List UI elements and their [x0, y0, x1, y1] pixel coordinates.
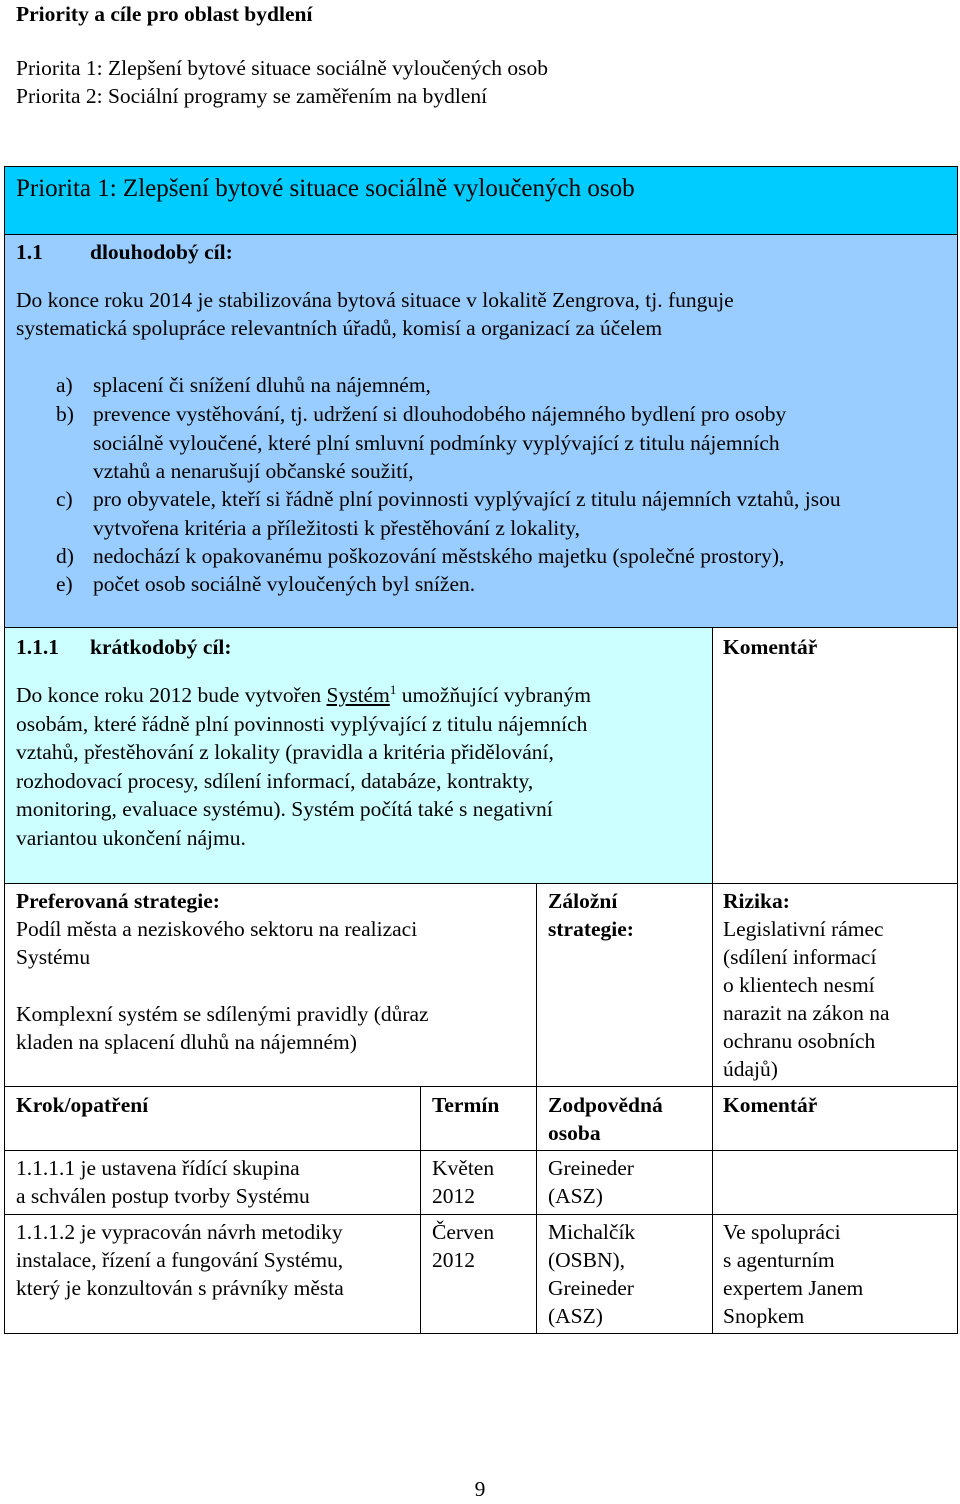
- step-2-comment: [712, 1214, 957, 1333]
- shortterm-comment-cell: [712, 627, 957, 883]
- item-text: počet osob sociálně vyloučených byl snížen.: [93, 572, 476, 596]
- comment-column-header: Komentář: [723, 1093, 818, 1117]
- comment-text: Snopkem: [723, 1304, 805, 1328]
- comment-text: expertem Janem: [723, 1276, 864, 1300]
- risks-line: Legislativní rámec: [723, 917, 884, 941]
- steps-header-comment: [712, 1086, 957, 1150]
- preferred-strategy-label: Preferovaná strategie:: [16, 889, 220, 913]
- priority-list-item-1: Priorita 1: Zlepšení bytové situace sociálně vyloučených osob: [16, 56, 548, 80]
- shortterm-text-line: rozhodovací procesy, sdílení informací, databáze, kontrakty,: [16, 768, 534, 793]
- term-text: Červen: [432, 1220, 495, 1244]
- shortterm-text-line: vztahů, přestěhování z lokality (pravidla a kritéria přidělování,: [16, 740, 554, 764]
- table-border: [4, 166, 958, 167]
- priority-header-title: Priorita 1: Zlepšení bytové situace sociálně vyloučených osob: [16, 175, 635, 202]
- responsible-text: Greineder: [548, 1156, 634, 1180]
- comment-text: Ve spolupráci: [723, 1220, 841, 1244]
- step-text: 1.1.1.1 je ustavena řídící skupina: [16, 1156, 300, 1180]
- risks-cell: [712, 883, 957, 1086]
- preferred-strategy-line: Podíl města a neziskového sektoru na realizaci: [16, 917, 418, 941]
- steps-header-term: [420, 1086, 536, 1150]
- item-label: c): [56, 487, 73, 511]
- responsible-column-header: Zodpovědná: [548, 1093, 663, 1117]
- item-label: e): [56, 572, 73, 596]
- shortterm-text-line: variantou ukončení nájmu.: [16, 825, 246, 850]
- comment-header: Komentář: [723, 635, 818, 659]
- step-text: 1.1.1.2 je vypracován návrh metodiky: [16, 1220, 343, 1244]
- step-1-comment: [712, 1150, 957, 1214]
- footnote-ref[interactable]: 1: [389, 681, 397, 697]
- risks-line: ochranu osobních: [723, 1029, 876, 1053]
- table-border: [4, 883, 958, 884]
- step-text: který je konzultován s právníky města: [16, 1276, 344, 1300]
- preferred-strategy-line: Systému: [16, 945, 91, 969]
- preferred-strategy-cell: [4, 883, 536, 1086]
- table-border: [4, 1333, 958, 1334]
- table-border: [4, 627, 958, 628]
- item-label: b): [56, 402, 74, 426]
- longterm-goal-row: [4, 234, 957, 627]
- risks-line: o klientech nesmí: [723, 973, 875, 997]
- shortterm-goal-cell: [4, 627, 712, 883]
- responsible-text: (ASZ): [548, 1184, 603, 1208]
- backup-strategy-label: strategie:: [548, 917, 634, 941]
- step-1-term: [420, 1150, 536, 1214]
- shortterm-text: [16, 681, 706, 852]
- step-column-header: Krok/opatření: [16, 1093, 149, 1117]
- longterm-text-line-1: Do konce roku 2014 je stabilizována bytová situace v lokalitě Zengrova, tj. funguje: [16, 288, 734, 312]
- item-text: splacení či snížení dluhů na nájemném,: [93, 373, 431, 397]
- responsible-text: Greineder: [548, 1276, 634, 1300]
- backup-strategy-label: Záložní: [548, 889, 618, 913]
- term-column-header: Termín: [432, 1093, 500, 1117]
- risks-line: narazit na zákon na: [723, 1001, 890, 1025]
- table-border: [712, 627, 713, 1334]
- item-label: d): [56, 544, 74, 568]
- step-1-step: [4, 1150, 420, 1214]
- item-text: vztahů a nenarušují občanské soužití,: [93, 459, 414, 483]
- table-border: [4, 234, 958, 235]
- system-link[interactable]: Systém: [326, 683, 390, 707]
- step-2-step: [4, 1214, 420, 1333]
- shortterm-text-line: osobám, které řádně plní povinnosti vyplývající z titulu nájemních: [16, 711, 588, 736]
- steps-header-step: [4, 1086, 420, 1150]
- item-text: pro obyvatele, kteří si řádně plní povinnosti vyplývající z titulu nájemních vztahů, jsou: [93, 487, 841, 511]
- table-border: [957, 166, 958, 1334]
- shortterm-text-rest: umožňující vybraným: [396, 683, 591, 707]
- priority-header-row: [4, 166, 957, 234]
- priority-list-item-2: Priorita 2: Sociální programy se zaměřením na bydlení: [16, 84, 488, 108]
- longterm-label: dlouhodobý cíl:: [90, 240, 233, 264]
- table-border: [4, 1150, 958, 1151]
- step-2-responsible: [536, 1214, 712, 1333]
- responsible-text: Michalčík: [548, 1220, 636, 1244]
- risks-line: (sdílení informací: [723, 945, 877, 969]
- responsible-column-header: osoba: [548, 1121, 601, 1145]
- responsible-text: (OSBN),: [548, 1248, 626, 1272]
- preferred-strategy-line: Komplexní systém se sdílenými pravidly (důraz: [16, 1002, 429, 1026]
- risks-line: údajů): [723, 1057, 778, 1081]
- item-label: a): [56, 373, 73, 397]
- shortterm-text-lead: Do konce roku 2012 bude vytvořen: [16, 683, 327, 707]
- term-text: 2012: [432, 1184, 475, 1208]
- table-border: [4, 1214, 958, 1215]
- step-1-responsible: [536, 1150, 712, 1214]
- longterm-number: 1.1: [16, 240, 43, 264]
- shortterm-text-line: monitoring, evaluace systému). Systém počítá také s negativní: [16, 797, 553, 821]
- item-text: vytvořena kritéria a příležitosti k přestěhování z lokality,: [93, 515, 580, 540]
- risks-label: Rizika:: [723, 889, 790, 913]
- table-border: [4, 1086, 958, 1087]
- steps-header-responsible: [536, 1086, 712, 1150]
- table-border: [4, 166, 5, 1334]
- preferred-strategy-line: kladen na splacení dluhů na nájemném): [16, 1030, 357, 1054]
- page-number: 9: [474, 1477, 486, 1501]
- term-text: Květen: [432, 1156, 495, 1180]
- item-text: nedochází k opakovanému poškozování městského majetku (společné prostory),: [93, 544, 785, 568]
- shortterm-number: 1.1.1: [16, 635, 59, 659]
- page-title: Priority a cíle pro oblast bydlení: [16, 2, 313, 26]
- step-2-term: [420, 1214, 536, 1333]
- item-text: prevence vystěhování, tj. udržení si dlouhodobého nájemného bydlení pro osoby: [93, 402, 787, 426]
- shortterm-label: krátkodobý cíl:: [90, 635, 232, 659]
- longterm-text-line-2: systematická spolupráce relevantních úřadů, komisí a organizací za účelem: [16, 316, 663, 340]
- item-text: sociálně vyloučené, které plní smluvní podmínky vyplývající z titulu nájemních: [93, 430, 780, 455]
- table-border: [536, 883, 537, 1334]
- comment-text: s agenturním: [723, 1248, 835, 1272]
- term-text: 2012: [432, 1248, 475, 1272]
- step-text: instalace, řízení a fungování Systému,: [16, 1248, 344, 1272]
- backup-strategy-cell: [536, 883, 712, 1086]
- table-border: [420, 1086, 421, 1334]
- responsible-text: (ASZ): [548, 1304, 603, 1328]
- step-text: a schválen postup tvorby Systému: [16, 1184, 310, 1208]
